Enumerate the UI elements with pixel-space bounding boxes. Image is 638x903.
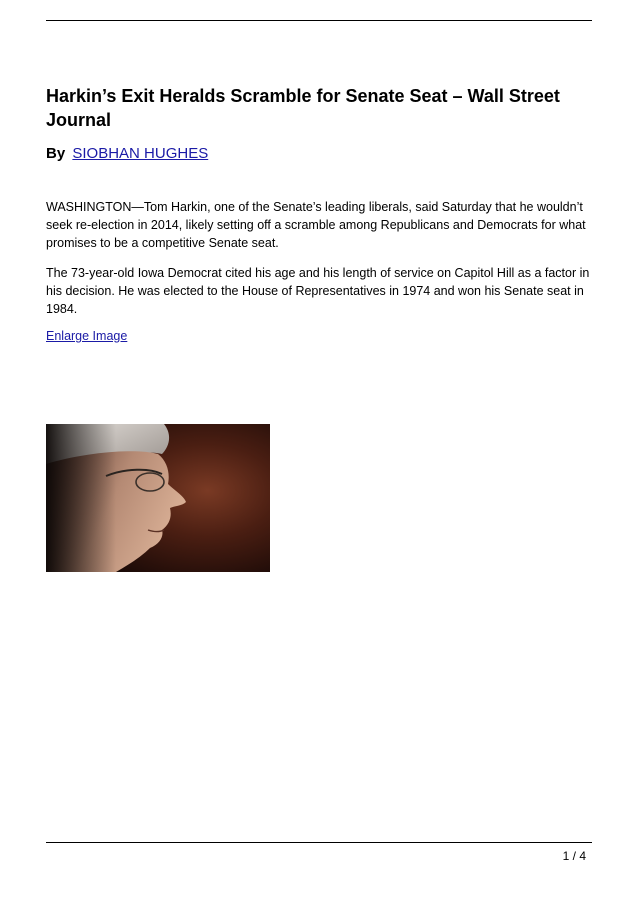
author-link[interactable]: SIOBHAN HUGHES (72, 145, 209, 162)
byline (46, 144, 208, 164)
byline-prefix: By (46, 145, 66, 162)
page-number: 1 / 4 (562, 849, 586, 863)
enlarge-image-link[interactable]: Enlarge Image (46, 329, 128, 343)
article-paragraph: The 73-year-old Iowa Democrat cited his age and his length of service on Capitol Hill as a factor in his decision. He was elected to the House of Representatives in 1974 and won his Senate seat in 1984. (46, 266, 590, 316)
article-headline: Harkin’s Exit Heralds Scramble for Senate Seat – Wall Street Journal (46, 86, 560, 130)
article-paragraph: WASHINGTON—Tom Harkin, one of the Senate’s leading liberals, said Saturday that he wouldn’t seek re-election in 2014, likely setting off a scramble among Republicans and Democrats for what promises to be a competitive Senate seat. (46, 200, 586, 250)
article-photo (46, 424, 270, 572)
footer-rule (46, 842, 592, 843)
header-rule (46, 20, 592, 21)
